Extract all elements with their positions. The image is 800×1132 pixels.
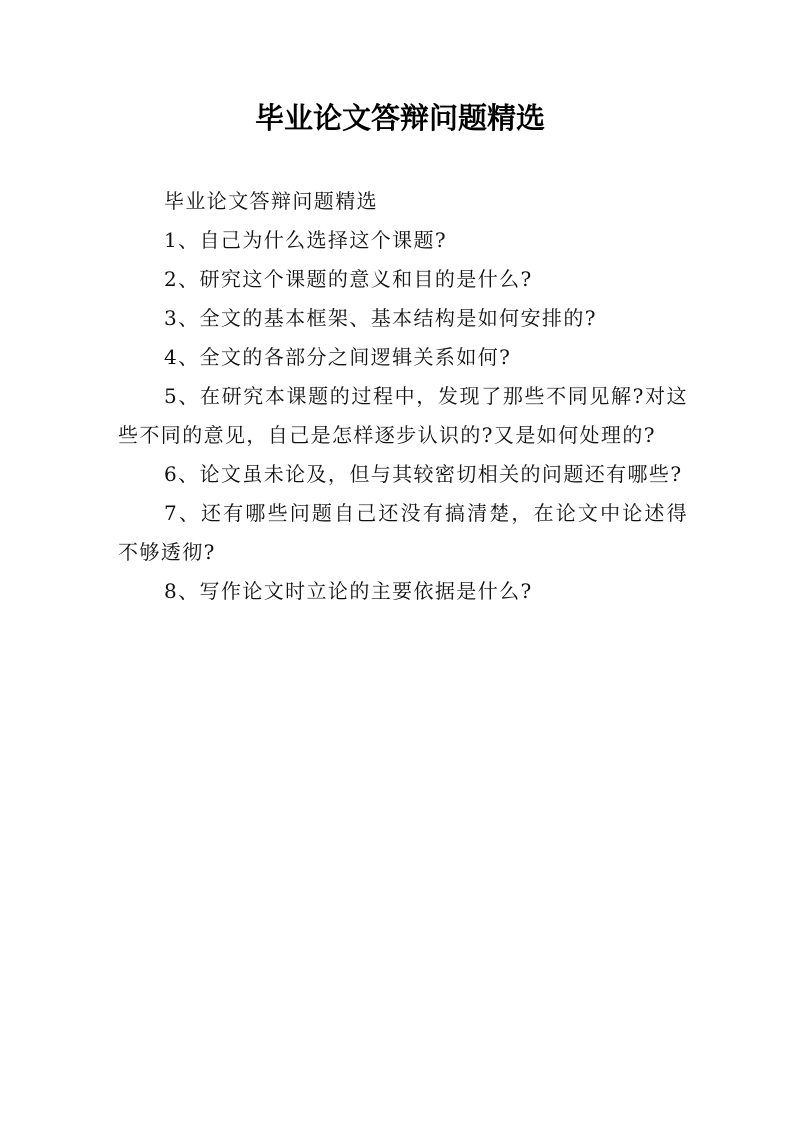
question-4: 4、全文的各部分之间逻辑关系如何?	[164, 345, 512, 369]
document-body	[118, 182, 688, 611]
document-title: 毕业论文答辩问题精选	[254, 101, 545, 135]
paragraph-heading: 毕业论文答辩问题精选	[164, 189, 378, 213]
question-3: 3、全文的基本框架、基本结构是如何安排的?	[164, 306, 597, 330]
question-6: 6、论文虽未论及，但与其较密切相关的问题还有哪些?	[164, 462, 683, 486]
question-5: 5、在研究本课题的过程中，发现了那些不同见解?对这些不同的意见，自己是怎样逐步认识的?又是如何处理的?	[118, 384, 688, 447]
question-1: 1、自己为什么选择这个课题?	[164, 228, 448, 252]
question-7: 7、还有哪些问题自己还没有搞清楚，在论文中论述得不够透彻?	[118, 501, 688, 564]
question-8: 8、写作论文时立论的主要依据是什么?	[164, 579, 533, 603]
question-2: 2、研究这个课题的意义和目的是什么?	[164, 267, 533, 291]
